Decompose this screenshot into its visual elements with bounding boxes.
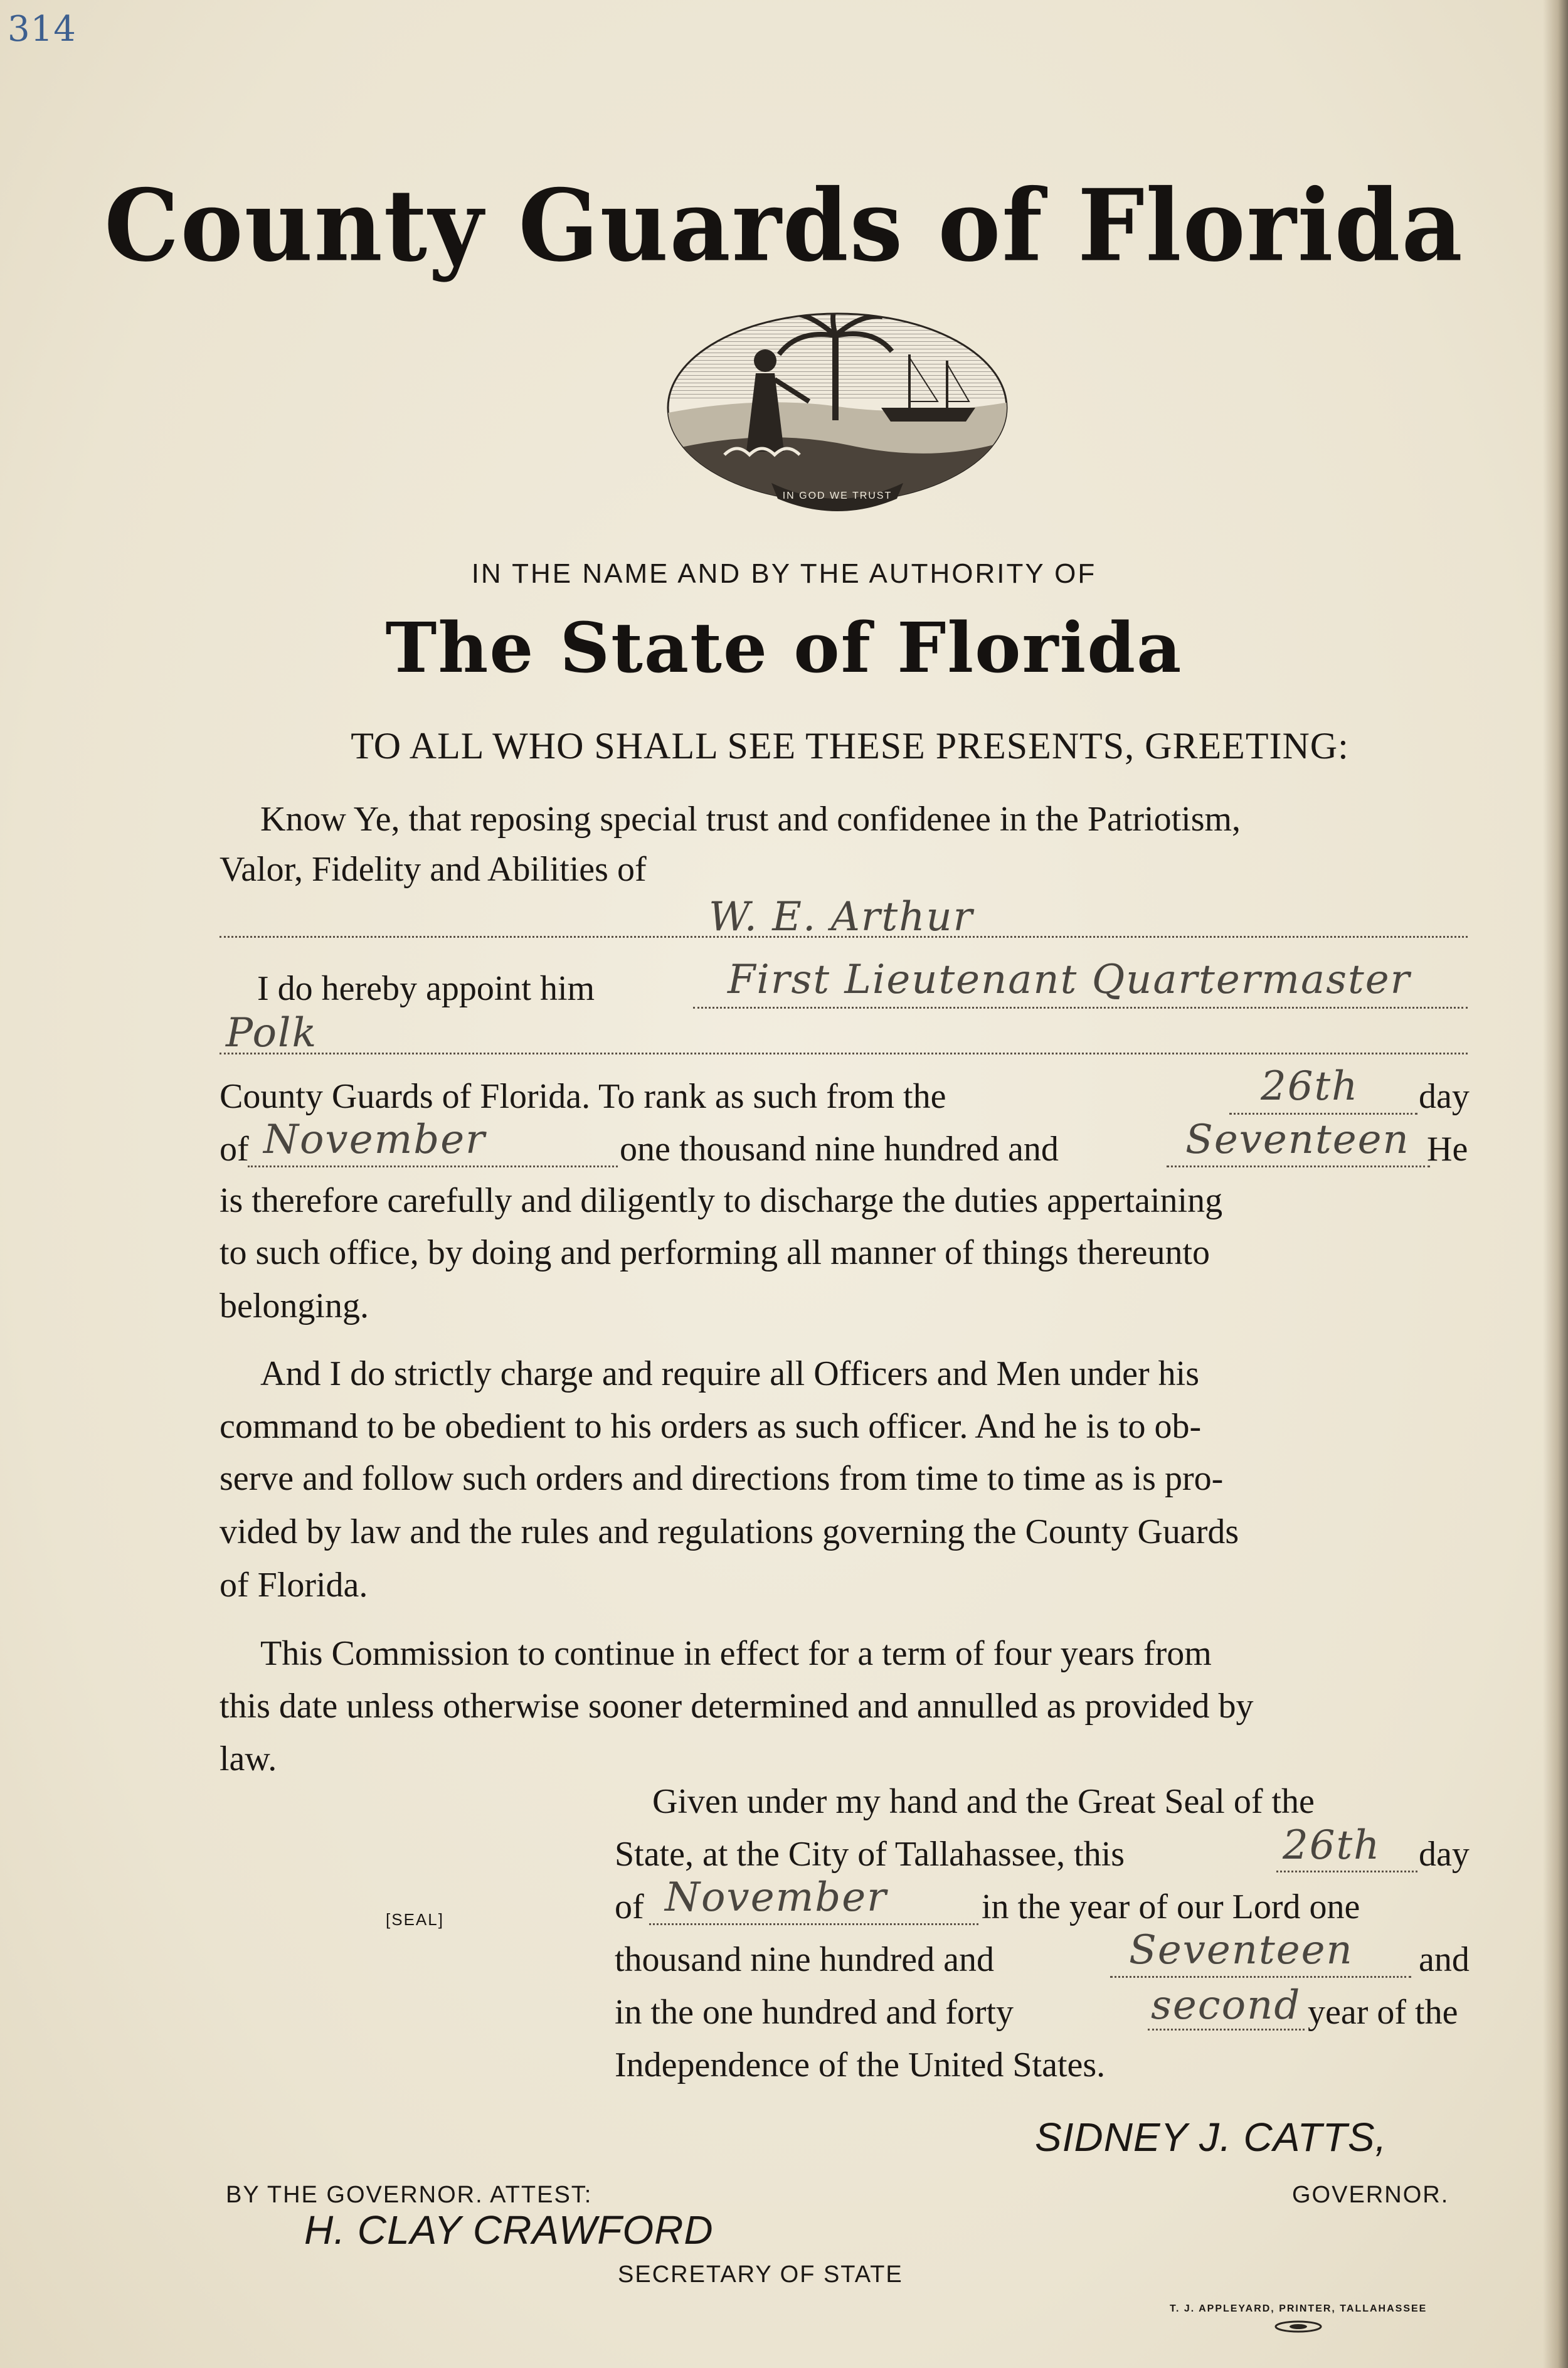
county-dotted-line <box>220 1053 1468 1054</box>
given-month-dotted-line <box>649 1923 978 1925</box>
rank-dotted-line <box>693 1007 1468 1009</box>
authority-line: IN THE NAME AND BY THE AUTHORITY OF <box>471 558 1097 589</box>
given-day: 26th <box>1283 1822 1381 1869</box>
secretary-title: SECRETARY OF STATE <box>618 2261 903 2288</box>
given-line5-pre: in the one hundred and forty <box>615 1993 1014 2032</box>
seal-motto: IN GOD WE TRUST <box>782 491 893 501</box>
printer-ornament-icon <box>1273 2320 1323 2333</box>
given-line1: Given under my hand and the Great Seal of the <box>652 1782 1315 1821</box>
month-dotted-line <box>248 1165 618 1167</box>
secretary-name: H. CLAY CRAWFORD <box>304 2207 714 2253</box>
independence-year: second <box>1151 1982 1301 2029</box>
given-year-word: Seventeen <box>1129 1927 1353 1973</box>
given-day-dotted-line <box>1276 1871 1417 1872</box>
printer-imprint: T. J. APPLEYARD, PRINTER, TALLAHASSEE <box>1170 2303 1428 2314</box>
given-line6: Independence of the United States. <box>615 2046 1106 2084</box>
florida-seal-vignette <box>662 307 1013 521</box>
given-line5-post: year of the <box>1308 1993 1458 2032</box>
attest-label: BY THE GOVERNOR. ATTEST: <box>226 2182 593 2208</box>
independence-dotted-line <box>1148 2029 1305 2031</box>
appoint-line6: belonging. <box>220 1287 369 1325</box>
seal-label: [SEAL] <box>386 1910 444 1929</box>
appoint-prefix: I do hereby appoint him <box>257 969 595 1008</box>
given-line4-post: and <box>1419 1940 1470 1979</box>
appointee-county: Polk <box>226 1010 318 1056</box>
rank-from-text: County Guards of Florida. To rank as such from the <box>220 1077 946 1116</box>
para1-line2: Valor, Fidelity and Abilities of <box>220 850 647 889</box>
para2-line2: command to be obedient to his orders as such officer. And he is to ob- <box>220 1407 1202 1446</box>
para3-line2: this date unless otherwise sooner determined and annulled as provided by <box>220 1687 1254 1726</box>
year-text: one thousand nine hundred and <box>620 1130 1059 1169</box>
para3-line1: This Commission to continue in effect for a term of four years from <box>260 1634 1212 1673</box>
para1-line1: Know Ye, that reposing special trust and confidenee in the Patriotism, <box>260 800 1241 839</box>
greeting-line: TO ALL WHO SHALL SEE THESE PRESENTS, GREETING: <box>351 725 1349 767</box>
appoint-line5: to such office, by doing and performing all manner of things thereunto <box>220 1233 1210 1272</box>
given-line2-pre: State, at the City of Tallahassee, this <box>615 1835 1125 1874</box>
para2-line1: And I do strictly charge and require all Officers and Men under his <box>260 1354 1200 1393</box>
given-line4-pre: thousand nine hundred and <box>615 1940 994 1979</box>
he-word: He <box>1427 1130 1468 1169</box>
page-edge-shadow <box>1543 0 1568 2368</box>
state-title: The State of Florida <box>385 607 1183 688</box>
document-title: County Guards of Florida <box>104 167 1464 284</box>
appointee-rank: First Lieutenant Quartermaster <box>728 957 1411 1003</box>
appoint-line4: is therefore carefully and diligently to discharge the duties appertaining <box>220 1181 1223 1220</box>
given-line3-pre: of <box>615 1887 644 1926</box>
of-label: of <box>220 1130 249 1169</box>
page-number: 314 <box>8 9 77 50</box>
given-year-dotted-line <box>1110 1976 1411 1978</box>
para2-line3: serve and follow such orders and directions from time to time as is pro- <box>220 1459 1224 1498</box>
day-suffix: day <box>1419 1077 1470 1116</box>
given-line2-post: day <box>1419 1835 1470 1874</box>
day-dotted-line <box>1229 1113 1417 1115</box>
given-month: November <box>665 1874 887 1921</box>
given-line3-post: in the year of our Lord one <box>982 1887 1360 1926</box>
governor-name: SIDNEY J. CATTS, <box>1035 2115 1387 2160</box>
rank-day: 26th <box>1261 1063 1359 1110</box>
para3-line3: law. <box>220 1739 277 1778</box>
rank-month: November <box>263 1117 486 1163</box>
para2-line4: vided by law and the rules and regulations governing the County Guards <box>220 1512 1239 1551</box>
rank-year-word: Seventeen <box>1185 1117 1410 1163</box>
para2-line5: of Florida. <box>220 1566 368 1605</box>
year-dotted-line <box>1167 1165 1430 1167</box>
governor-title: GOVERNOR. <box>1292 2182 1449 2208</box>
appointee-name: W. E. Arthur <box>709 894 974 940</box>
